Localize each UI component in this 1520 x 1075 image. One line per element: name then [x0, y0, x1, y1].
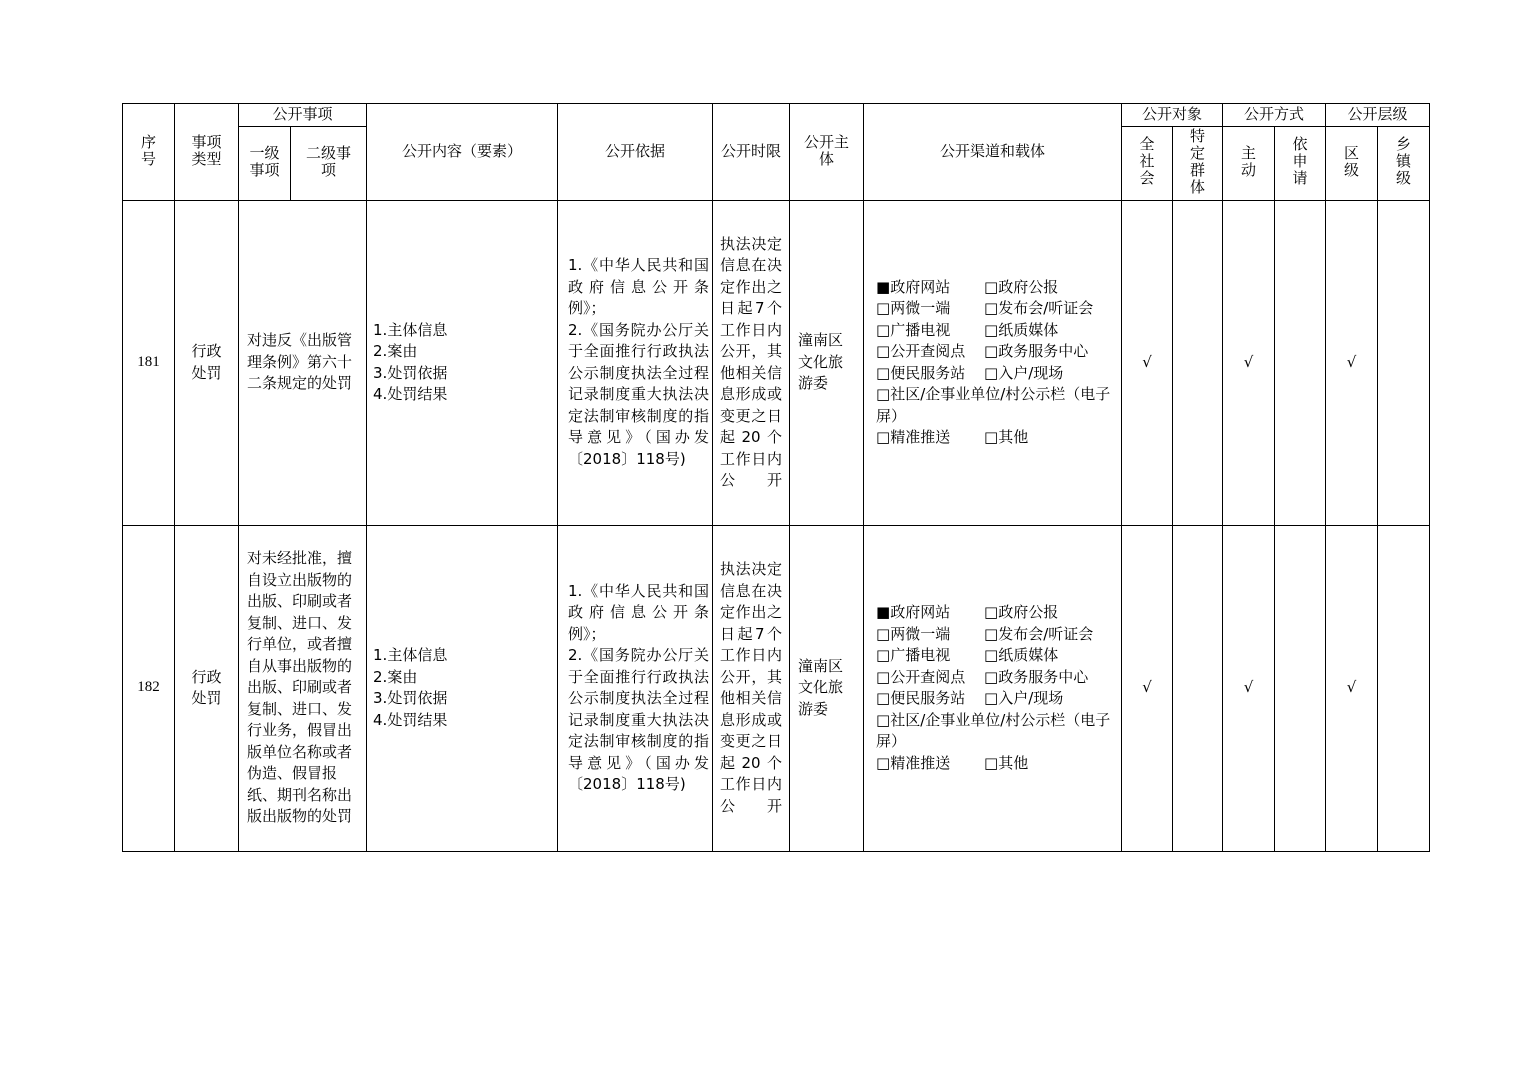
row-seq: 182: [123, 525, 175, 851]
channel-option: □社区/企事业单位/村公示栏（电子屏）: [876, 385, 1111, 425]
disclosure-table: [122, 103, 1430, 852]
target-specific-check: [1173, 200, 1223, 525]
basis-item: 2.《国务院办公厅关于全面推行行政执法公示制度执法全过程记录制度重大执法决定法制审核制度的指导意见》（国办发〔2018〕118号): [568, 646, 710, 793]
channel-line: [876, 645, 1111, 667]
header-level1: 一级事项: [239, 126, 291, 200]
channel-option: □社区/企事业单位/村公示栏（电子屏）: [876, 710, 1111, 750]
header-basis: 公开依据: [558, 104, 713, 201]
channel-option: □入户/现场: [984, 363, 1064, 382]
content-item: 4.处罚结果: [373, 385, 448, 403]
row-basis: [558, 200, 713, 525]
header-type: 事项类型: [175, 104, 239, 201]
channel-option: □政务服务中心: [984, 667, 1089, 686]
header-target-specific: 特定群体: [1173, 126, 1223, 200]
content-item: 1.主体信息: [373, 320, 448, 339]
channel-line: [876, 363, 1111, 385]
header-method-active: 主动: [1223, 126, 1275, 200]
row-time-limit: 执法决定信息在决定作出之日起7个工作日内公开，其他相关信息形成或变更之日起20个工作日内公开: [713, 525, 790, 851]
method-apply-check: [1275, 200, 1326, 525]
channel-option: □其他: [984, 753, 1029, 772]
content-item: 1.主体信息: [373, 646, 448, 664]
channel-option: □发布会/听证会: [984, 299, 1094, 317]
row-subject: 潼南区文化旅游委: [790, 200, 864, 525]
header-target-group: 公开对象: [1122, 104, 1223, 127]
basis-item: 1.《中华人民共和国政府信息公开条例》；: [568, 581, 710, 643]
header-method-group: 公开方式: [1223, 104, 1326, 127]
target-specific-check: [1173, 525, 1223, 851]
header-content: 公开内容（要素）: [367, 104, 558, 201]
row-content: [367, 200, 558, 525]
channel-line: [876, 298, 1111, 320]
channel-option: □精准推送: [876, 428, 951, 446]
level-town-check: [1378, 200, 1430, 525]
method-apply-check: [1275, 525, 1326, 851]
channel-option: ■政府网站: [876, 603, 951, 621]
level-district-check: √: [1326, 525, 1378, 851]
channel-line: [876, 688, 1111, 710]
channel-line: [876, 277, 1111, 299]
row-channels: [864, 525, 1122, 851]
header-level-group: 公开层级: [1326, 104, 1430, 127]
level-district-check: √: [1326, 200, 1378, 525]
row-basis: [558, 525, 713, 851]
channel-option: □便民服务站: [876, 363, 966, 382]
channel-line: [876, 710, 1111, 753]
channel-line: [876, 667, 1111, 689]
row-subject: 潼南区文化旅游委: [790, 525, 864, 851]
channel-option: □政府公报: [984, 603, 1059, 621]
channel-line: [876, 384, 1111, 427]
method-active-check: √: [1223, 525, 1275, 851]
row-level2: 对违反《出版管理条例》第六十二条规定的处罚: [239, 200, 367, 525]
content-item: 2.案由: [373, 667, 418, 686]
channel-line: [876, 753, 1111, 775]
channel-option: □公开查阅点: [876, 342, 966, 360]
table-row: [123, 200, 1430, 525]
channel-option: □其他: [984, 428, 1029, 446]
channel-option: □公开查阅点: [876, 667, 966, 686]
channel-line: [876, 602, 1111, 624]
header-level2: 二级事项: [291, 126, 367, 200]
table-row: [123, 525, 1430, 851]
channel-option: □纸质媒体: [984, 646, 1059, 664]
channel-line: [876, 427, 1111, 449]
channel-option: □入户/现场: [984, 689, 1064, 707]
basis-item: 2.《国务院办公厅关于全面推行行政执法公示制度执法全过程记录制度重大执法决定法制审核制度的指导意见》（国办发〔2018〕118号): [568, 320, 710, 468]
content-item: 4.处罚结果: [373, 710, 448, 729]
header-seq: 序号: [123, 104, 175, 201]
header-channels: 公开渠道和载体: [864, 104, 1122, 201]
target-all-check: √: [1122, 525, 1173, 851]
channel-option: □两微一端: [876, 299, 951, 317]
channel-option: □纸质媒体: [984, 320, 1059, 339]
header-subject: 公开主体: [790, 104, 864, 201]
channel-option: ■政府网站: [876, 277, 951, 296]
header-level-district: 区级: [1326, 126, 1378, 200]
header-target-all: 全社会: [1122, 126, 1173, 200]
level-town-check: [1378, 525, 1430, 851]
basis-item: 1.《中华人民共和国政府信息公开条例》；: [568, 256, 710, 317]
header-time-limit: 公开时限: [713, 104, 790, 201]
row-channels: [864, 200, 1122, 525]
row-level2: 对未经批准，擅自设立出版物的出版、印刷或者复制、进口、发行单位，或者擅自从事出版物的出版、印刷或者复制、进口、发行业务，假冒出版单位名称或者伪造、假冒报纸、期刊名称出版出版物的处罚: [239, 525, 367, 851]
header-method-apply: 依申请: [1275, 126, 1326, 200]
header-row-1: [123, 104, 1430, 127]
content-item: 3.处罚依据: [373, 363, 448, 382]
row-type: 行政处罚: [175, 525, 239, 851]
channel-option: □政务服务中心: [984, 342, 1089, 360]
target-all-check: √: [1122, 200, 1173, 525]
row-type: 行政处罚: [175, 200, 239, 525]
channel-line: [876, 320, 1111, 342]
content-item: 3.处罚依据: [373, 689, 448, 707]
row-time-limit: 执法决定信息在决定作出之日起7个工作日内公开，其他相关信息形成或变更之日起20个工作日内公开: [713, 200, 790, 525]
channel-line: [876, 624, 1111, 646]
channel-line: [876, 341, 1111, 363]
row-seq: 181: [123, 200, 175, 525]
channel-option: □精准推送: [876, 753, 951, 772]
channel-option: □便民服务站: [876, 689, 966, 707]
channel-option: □发布会/听证会: [984, 624, 1094, 643]
channel-option: □广播电视: [876, 646, 951, 664]
row-content: [367, 525, 558, 851]
content-item: 2.案由: [373, 342, 418, 360]
header-level-town: 乡镇级: [1378, 126, 1430, 200]
channel-option: □两微一端: [876, 624, 951, 643]
channel-option: □政府公报: [984, 277, 1059, 296]
header-matter-group: 公开事项: [239, 104, 367, 127]
method-active-check: √: [1223, 200, 1275, 525]
channel-option: □广播电视: [876, 320, 951, 339]
